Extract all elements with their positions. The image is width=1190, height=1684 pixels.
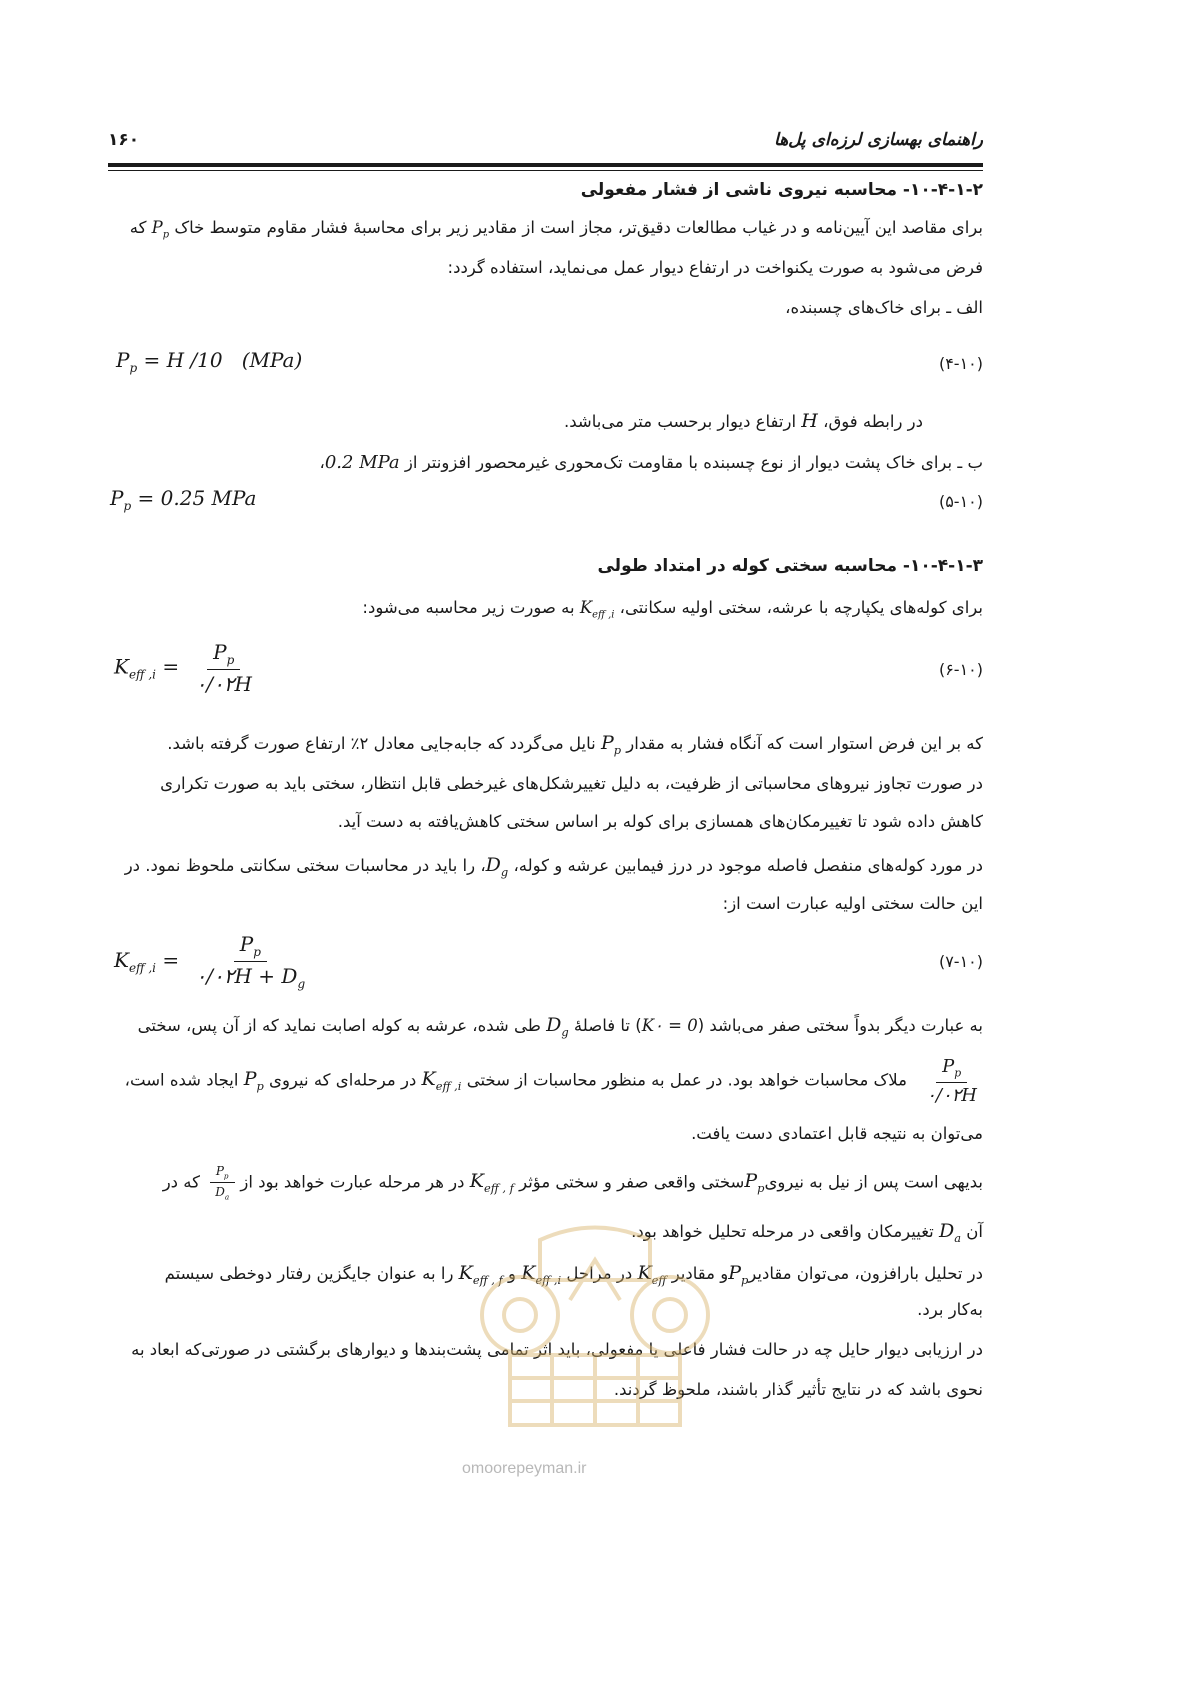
equation-5 xyxy=(108,486,983,526)
paragraph-line: در تحلیل بارافزون، می‌توان مقادیرP$_p$و مقادیر $K_{eff}$ در مراحل $K_{eff ,i}$ و $K_{eff , f}$ را به عنوان جایگزین رفتار دوخطی سیستم xyxy=(164,1262,983,1287)
paragraph-line: الف ـ برای خاک‌های چسبنده، xyxy=(785,298,983,317)
watermark-logo xyxy=(460,1220,730,1440)
paragraph-line: می‌توان به نتیجه قابل اعتمادی دست یافت. xyxy=(691,1124,983,1143)
paragraph-line: که بر این فرض استوار است که آنگاه فشار به مقدار $P_p$ نایل می‌گردد که جابه‌جایی معادل ۲٪ ارتفاع صورت گرفته باشد. xyxy=(167,732,983,757)
paragraph-line: این حالت سختی اولیه عبارت است از: xyxy=(722,894,983,913)
equation-number: (۶-۱۰) xyxy=(938,660,983,679)
equation-formula: $P_p = 0.25$ MPa xyxy=(110,486,257,513)
equation-7 xyxy=(108,932,983,996)
equation-4 xyxy=(108,348,983,388)
section-heading: ۱۰-۴-۱-۲- محاسبه نیروی ناشی از فشار مفعولی xyxy=(580,180,983,200)
equation-formula: $K_{eff ,i}$ = $\frac{P_p}{۰/۰۲H}$ xyxy=(114,640,252,696)
paragraph-line: در رابطه فوق، H ارتفاع دیوار برحسب متر می‌باشد. xyxy=(564,410,923,432)
equation-formula: $K_{eff ,i}$ = $\frac{P_p}{۰/۰۲H + D_g}$ xyxy=(114,932,306,991)
paragraph-line: در ارزیابی دیوار حایل چه در حالت فشار فاعلی یا مفعولی، باید اثر تمامی پشت‌بندها و دیوارهای برگشتی در صورتی‌که ابعاد به xyxy=(131,1340,983,1359)
page-header xyxy=(108,118,983,170)
paragraph-line: ب ـ برای خاک پشت دیوار از نوع چسبنده با مقاومت تک‌محوری غیرمحصور افزونتر از 0.2 MPa، xyxy=(319,452,983,473)
paragraph-line: آن $D_a$ تغییرمکان واقعی در مرحله تحلیل خواهد بود. xyxy=(631,1220,983,1245)
paragraph-line: فرض می‌شود به صورت یکنواخت در ارتفاع دیوار عمل می‌نماید، استفاده گردد: xyxy=(447,258,983,277)
header-rule-thin xyxy=(108,170,983,171)
running-title: راهنمای بهسازی لرزه‌ای پل‌ها xyxy=(774,130,983,150)
paragraph-line: به‌کار برد. xyxy=(917,1300,983,1319)
page-number: ۱۶۰ xyxy=(108,130,140,150)
paragraph-line: برای کوله‌های یکپارچه با عرشه، سختی اولیه سکانتی، $K_{eff ,i}$ به صورت زیر محاسبه می‌شود: xyxy=(362,598,983,621)
equation-number: (۴-۱۰) xyxy=(938,354,983,373)
paragraph-line: در مورد کوله‌های منفصل فاصله موجود در درز فیمابین عرشه و کوله، $D_g،$ را باید در محاسبات سختی سکانتی ملحوظ نمود. در xyxy=(124,854,983,879)
equation-formula: $P_p = H$ /10 (MPa) xyxy=(116,348,303,375)
watermark-url: omoorepeyman.ir xyxy=(462,1460,587,1477)
paragraph-line: در صورت تجاوز نیروهای محاسباتی از ظرفیت، به دلیل تغییرشکل‌های غیرخطی قابل انتظار، سختی باید به صورت تکراری xyxy=(160,774,983,793)
equation-number: (۷-۱۰) xyxy=(938,952,983,971)
paragraph-line: بدیهی است پس از نیل به نیرویP$_p$سختی واقعی صفر و سختی مؤثر $K_{eff , f}$ در هر مرحله عبارت خواهد بود از $\frac{P_p}{D_a}$ که در xyxy=(162,1164,983,1202)
paragraph-line: نحوی باشد که در نتایج تأثیر گذار باشند، ملحوظ گردند. xyxy=(613,1380,983,1399)
paragraph-line: $\frac{P_p}{۰/۰۲H}$ ملاک محاسبات خواهد بود. در عمل به منظور محاسبات از سختی $K_{eff ,i}$ در مرحله‌ای که نیروی $P_p$ ایجاد شده است، xyxy=(124,1056,977,1106)
equation-number: (۵-۱۰) xyxy=(938,492,983,511)
section-heading: ۱۰-۴-۱-۳- محاسبه سختی کوله در امتداد طولی xyxy=(597,556,983,576)
equation-6 xyxy=(108,640,983,700)
header-rule-thick xyxy=(108,163,983,167)
paragraph-line: به عبارت دیگر بدواً سختی صفر می‌باشد (K۰ = 0) تا فاصلهٔ $D_g$ طی شده، عرشه به کوله اصابت نماید که از آن پس، سختی xyxy=(137,1014,983,1039)
paragraph-line: برای مقاصد این آیین‌نامه و در غیاب مطالعات دقیق‌تر، مجاز است از مقادیر زیر برای محاسبهٔ فشار مقاوم متوسط خاک $P_p$ که xyxy=(129,218,983,241)
paragraph-line: کاهش داده شود تا تغییرمکان‌های همسازی برای کوله بر اساس سختی کاهش‌یافته به دست آید. xyxy=(337,812,983,831)
